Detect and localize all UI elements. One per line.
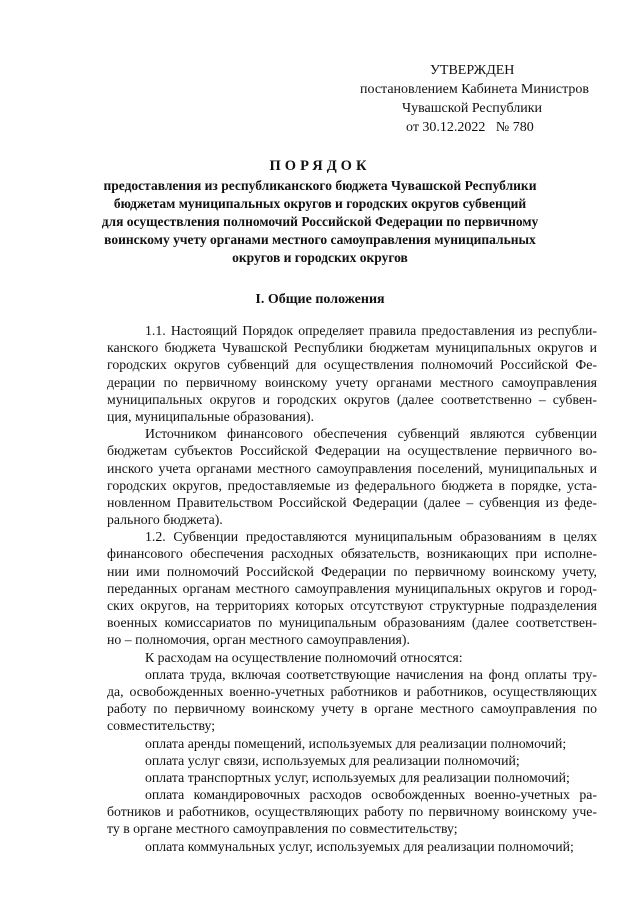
body-text-line-content: ских округов, на территориях которых отсутствуют структурные подразделения — [107, 598, 597, 613]
body-text-line — [107, 735, 597, 752]
document-title: ПОРЯДОК — [269, 158, 371, 174]
body-text-line-content: ботников и работников, осуществляющих работу по первичному воинскому уче- — [107, 804, 597, 820]
approval-republic-line: Чувашской Республики — [402, 101, 543, 116]
body-text-line-content: новленном Правительством Российской Федерации (далее – субвенция из феде- — [107, 494, 597, 510]
body-text-line-content: ту в органе местного самоуправления по совместительству; — [107, 821, 458, 837]
body-text-line-content: К расходам на осуществление полномочий относятся: — [145, 649, 463, 665]
body-text-line-content: 1.2. Субвенции предоставляются муниципальным образованиям в целях — [145, 529, 597, 545]
body-text-line-content: да, освобожденных военно-учетных работников и работников, осуществляющих — [107, 683, 597, 699]
body-text-line — [107, 820, 597, 837]
body-text-line-content: оплата аренды помещений, используемых для реализации полномочий; — [145, 735, 567, 751]
subtitle-line: воинскому учету органами местного самоуправления муниципальных — [104, 232, 536, 247]
body-text-line-content: финансового обеспечения расходных обязательств, возникающих при исполне- — [107, 546, 597, 562]
body-text-line — [107, 494, 597, 511]
body-text-line — [107, 442, 597, 459]
body-text-line-content: 1.1. Настоящий Порядок определяет правила предоставления из республи- — [145, 323, 597, 338]
body-text-line-content: оплата труда, включая соответствующие начисления на фонд оплаты тру- — [145, 666, 597, 682]
body-text-line — [107, 666, 597, 683]
body-text-line — [107, 700, 597, 717]
body-text-line — [107, 477, 597, 494]
body-text-line — [107, 597, 597, 614]
body-text-line — [107, 649, 597, 666]
body-text-line-content: дерации по первичному воинскому учету органами местного самоуправления — [107, 374, 597, 390]
body-text-line — [107, 322, 597, 339]
body-text-line-content: инского учета органами местного самоуправления поселений, муниципальных и — [107, 460, 597, 476]
body-text-line-content: муниципальных округов и городских округов (далее соответственно – субвен- — [107, 391, 597, 407]
body-text-line — [107, 563, 597, 580]
subtitle-line: для осуществления полномочий Российской Федерации по первичному — [101, 214, 539, 229]
body-text-line — [107, 838, 597, 855]
body-text-line-content: работу по первичному воинскому учету в органе местного самоуправления по — [107, 701, 597, 717]
body-text-line-content: канского бюджета Чувашской Республики бюджетам муниципальных округов и — [107, 340, 597, 356]
section-heading: I. Общие положения — [255, 292, 385, 307]
document-subtitle — [96, 177, 544, 267]
body-text-line — [107, 631, 597, 648]
subtitle-line: бюджетам муниципальных округов и городских округов субвенций — [113, 196, 527, 211]
body-text-line — [107, 580, 597, 597]
body-text-line — [107, 786, 597, 803]
body-text-line — [107, 339, 597, 356]
body-text-line-content: военных комиссариатов по муниципальным образованиям (далее соответствен- — [107, 615, 597, 631]
body-text-line-content: оплата транспортных услуг, используемых для реализации полномочий; — [145, 769, 570, 785]
document-body — [107, 322, 597, 855]
body-text-line-content: совместительству; — [107, 718, 216, 734]
body-text-line — [107, 614, 597, 631]
approval-date-number-line: от 30.12.2022 № 780 — [406, 120, 534, 135]
body-text-line-content: оплата командировочных расходов освобожденных военно-учетных ра- — [145, 787, 597, 803]
body-text-line — [107, 425, 597, 442]
body-text-line — [107, 717, 597, 734]
body-text-line-content: городских округов субвенций для осуществления полномочий Российской Фе- — [107, 357, 597, 373]
subtitle-line: округов и городских округов — [232, 250, 408, 265]
body-text-line — [107, 374, 597, 391]
body-text-line-content: Источником финансового обеспечения субвенций являются субвенции — [145, 426, 597, 442]
body-text-line — [107, 803, 597, 820]
body-text-line — [107, 408, 597, 425]
body-text-line-content: но – полномочия, орган местного самоуправления). — [107, 632, 410, 648]
body-text-line — [107, 683, 597, 700]
body-text-line-content: оплата услуг связи, используемых для реализации полномочий; — [145, 752, 520, 768]
body-text-line — [107, 511, 597, 528]
body-text-line — [107, 528, 597, 545]
body-text-line — [107, 356, 597, 373]
approval-issuer-line: постановлением Кабинета Министров — [360, 82, 589, 97]
body-text-line — [107, 545, 597, 562]
approval-approved-label: УТВЕРЖДЕН — [430, 63, 515, 78]
body-text-line-content: бюджетам субъектов Российской Федерации на осуществление первичного во- — [107, 443, 597, 459]
body-text-line-content: городских округов, предоставляемые из федерального бюджета в порядке, уста- — [107, 477, 597, 493]
body-text-line-content: нии ими полномочий Российской Федерации по первичному воинскому учету, — [107, 563, 597, 579]
body-text-line-content: оплата коммунальных услуг, используемых для реализации полномочий; — [145, 838, 574, 854]
body-text-line — [107, 752, 597, 769]
body-text-line-content: переданных органам местного самоуправления муниципальных округов и город- — [107, 580, 597, 596]
body-text-line — [107, 391, 597, 408]
body-text-line — [107, 769, 597, 786]
subtitle-line: предоставления из республиканского бюджета Чувашской Республики — [103, 178, 537, 193]
body-text-line — [107, 460, 597, 477]
body-text-line-content: рального бюджета). — [107, 512, 223, 528]
body-text-line-content: ция, муниципальные образования). — [107, 408, 315, 424]
